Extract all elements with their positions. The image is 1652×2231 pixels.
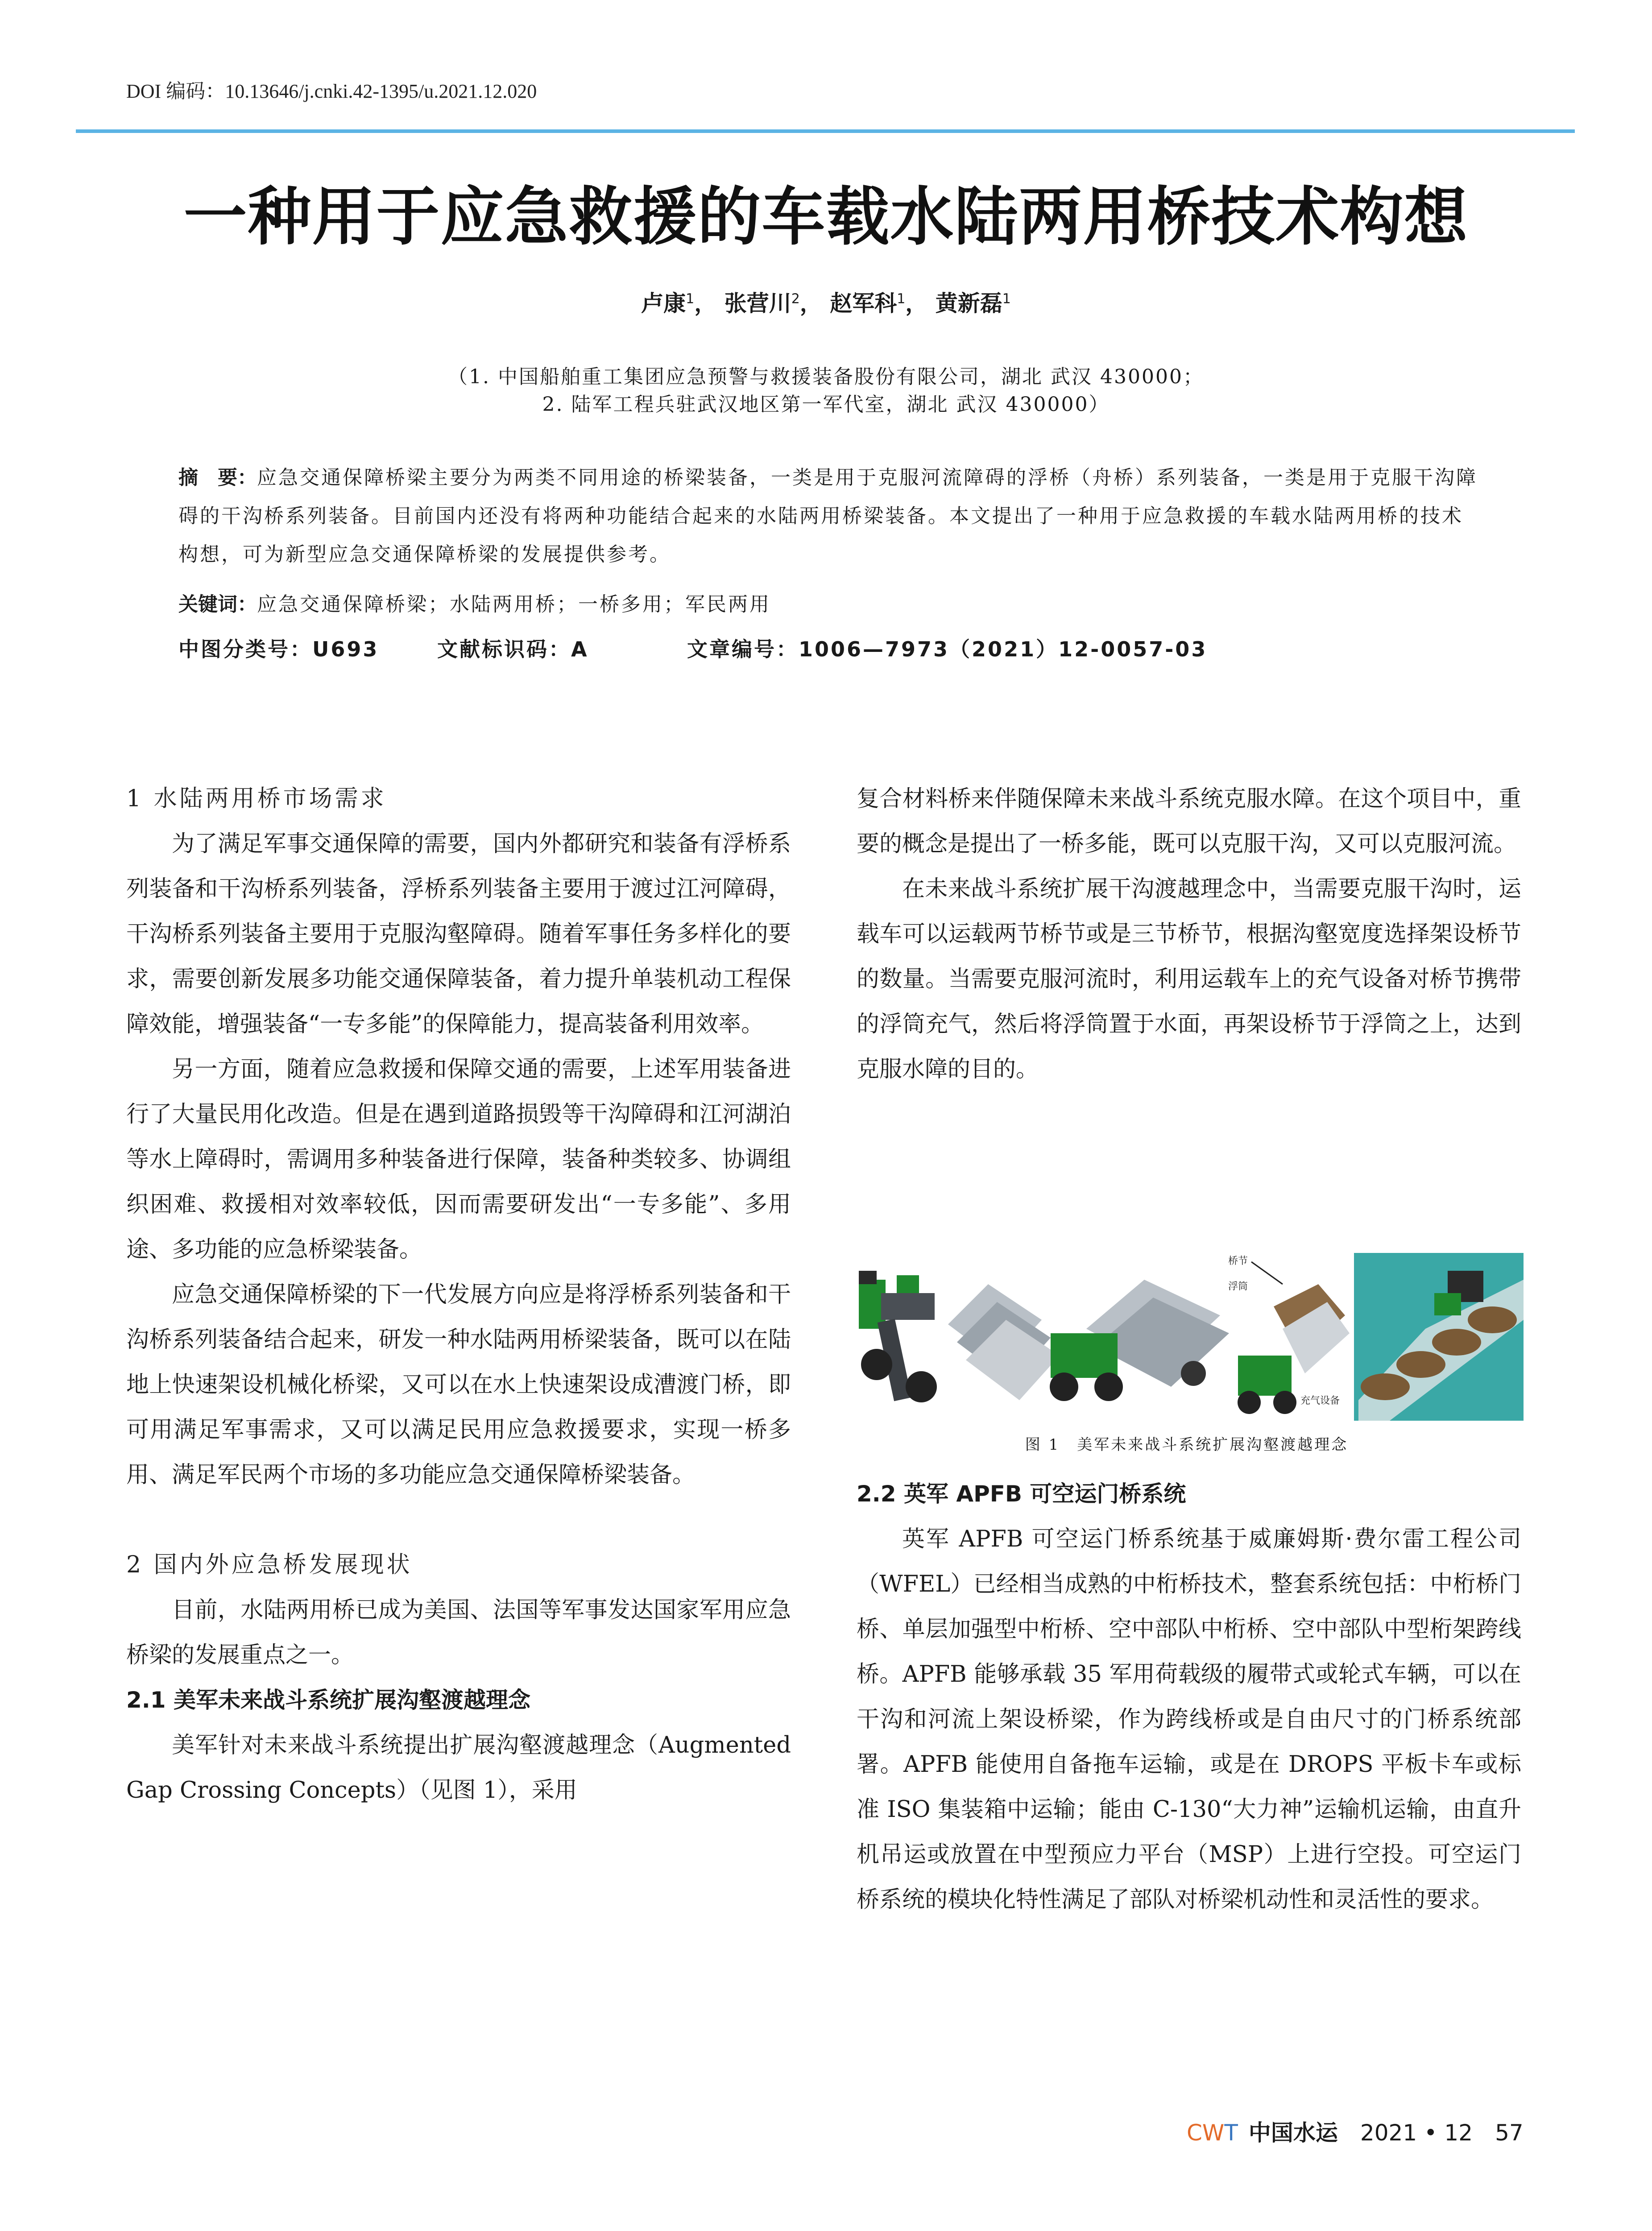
doc-code: 文献标识码：A — [437, 637, 589, 661]
paragraph: 美军针对未来战斗系统提出扩展沟壑渡越理念（Augmented Gap Crossing Concepts）（见图 1），采用 — [126, 1732, 791, 1804]
subsection-2-1-heading: 2.1 美军未来战斗系统扩展沟壑渡越理念 — [126, 1687, 530, 1713]
section-1-heading: 1 水陆两用桥市场需求 — [126, 785, 387, 812]
label-inflator: 充气设备 — [1300, 1395, 1340, 1406]
author-sup: 1 — [897, 291, 906, 307]
float-deploy-illustration — [1228, 1256, 1350, 1414]
label-bridge-section: 桥节 — [1228, 1256, 1248, 1267]
section-2-heading: 2 国内外应急桥发展现状 — [126, 1551, 413, 1578]
abstract-text: 应急交通保障桥梁主要分为两类不同用途的桥梁装备，一类是用于克服河流障碍的浮桥（舟桥）系列装备，一类是用于克服干沟障碍的干沟桥系列装备。目前国内还没有将两种功能结合起来的水陆两用桥梁装备。本文提出了一种用于应急救援的车载水陆两用桥的技术构想，可为新型应急交通保障桥梁的发展提供参考。 — [178, 466, 1478, 566]
affiliation-1: （1. 中国船舶重工集团应急预警与救援装备股份有限公司，湖北 武汉 430000； — [448, 365, 1204, 388]
keywords-label: 关键词： — [178, 593, 257, 616]
header-rule — [76, 129, 1575, 133]
subsection-2-2-heading: 2.2 英军 APFB 可空运门桥系统 — [857, 1481, 1186, 1507]
author-name: 张营川 — [724, 290, 791, 316]
paper-title: 一种用于应急救援的车载水陆两用桥技术构想 — [183, 180, 1469, 254]
author-list: 卢康$^1$， 张营川$^2$， 赵军科$^1$， 黄新磊$^1$ — [641, 290, 1011, 316]
paragraph: 在未来战斗系统扩展干沟渡越理念中，当需要克服干沟时，运载车可以运载两节桥节或是三节桥节，根据沟壑宽度选择架设桥节的数量。当需要克服河流时，利用运载车上的充气设备对桥节携带的浮筒充气，然后将浮筒置于水面，再架设桥节于浮筒之上，达到克服水障的目的。 — [857, 876, 1521, 1082]
author-name: 卢康 — [641, 290, 686, 316]
vehicle-side-illustration — [859, 1271, 937, 1402]
affiliation-2: 2. 陆军工程兵驻武汉地区第一军代室，湖北 武汉 430000） — [542, 393, 1110, 416]
journal-logo: CWT — [1187, 2120, 1238, 2146]
author-sup: 2 — [791, 291, 800, 307]
journal-issue: 2021 • 12 — [1360, 2120, 1473, 2146]
right-column-top — [857, 776, 1521, 1092]
page-number: 57 — [1495, 2120, 1524, 2146]
clc-number: 中图分类号：U693 — [178, 637, 379, 661]
figure-1-image — [854, 1253, 1524, 1421]
figure-1-caption: 图 1 美军未来战斗系统扩展沟壑渡越理念 — [1025, 1436, 1349, 1454]
doi-line: DOI 编码：10.13646/j.cnki.42-1395/u.2021.12.020 — [126, 80, 537, 102]
right-column-bottom — [857, 1472, 1521, 1922]
label-float: 浮筒 — [1228, 1281, 1248, 1292]
water-crossing-illustration — [1354, 1253, 1524, 1421]
author-sup: 1 — [686, 291, 695, 307]
keywords-text: 应急交通保障桥梁；水陆两用桥；一桥多用；军民两用 — [257, 593, 771, 616]
abstract — [178, 459, 1481, 574]
author-name: 赵军科 — [830, 290, 897, 316]
paragraph: 应急交通保障桥梁的下一代发展方向应是将浮桥系列装备和干沟桥系列装备结合起来，研发一种水陆两用桥梁装备，既可以在陆地上快速架设机械化桥梁，又可以在水上快速架设成漕渡门桥，即可用满足军事需求，又可以满足民用应急救援要求，实现一桥多用、满足军民两个市场的多功能应急交通保障桥梁装备。 — [126, 1281, 791, 1488]
abstract-label: 摘 要： — [178, 466, 257, 489]
author-sup: 1 — [1002, 291, 1011, 307]
article-number: 文章编号：1006—7973（2021）12-0057-03 — [687, 637, 1208, 661]
paragraph: 另一方面，随着应急救援和保障交通的需要，上述军用装备进行了大量民用化改造。但是在遇到道路损毁等干沟障碍和江河湖泊等水上障碍时，需调用多种装备进行保障，装备种类较多、协调组织困难、救援相对效率较低，因而需要研发出“一专多能”、多用途、多功能的应急桥梁装备。 — [126, 1056, 791, 1263]
classification-line — [178, 630, 1481, 668]
paragraph: 为了满足军事交通保障的需要，国内外都研究和装备有浮桥系列装备和干沟桥系列装备，浮桥系列装备主要用于渡过江河障碍，干沟桥系列装备主要用于克服沟壑障碍。随着军事任务多样化的要求，需要创新发展多功能交通保障装备，着力提升单装机动工程保障效能，增强装备“一专多能”的保障能力，提高装备利用效率。 — [126, 831, 791, 1037]
carrier-with-bridge-illustration — [1050, 1280, 1229, 1401]
paragraph: 目前，水陆两用桥已成为美国、法国等军事发达国家军用应急桥梁的发展重点之一。 — [126, 1597, 791, 1668]
journal-name: 中国水运 — [1248, 2119, 1338, 2146]
page-footer — [1187, 2115, 1524, 2147]
bridge-sections-illustration — [948, 1284, 1060, 1400]
left-column — [126, 776, 791, 1813]
author-name: 黄新磊 — [935, 290, 1002, 316]
paragraph: 英军 APFB 可空运门桥系统基于威廉姆斯·费尔雷工程公司（WFEL）已经相当成熟的中桁桥技术，整套系统包括：中桁桥门桥、单层加强型中桁桥、空中部队中桁桥、空中部队中型桁架跨线桥。APFB 能够承载 35 军用荷载级的履带式或轮式车辆，可以在干沟和河流上架设桥梁，作为跨线桥或是自由尺寸的门桥系统部署。APFB 能使用自备拖车运输，或是在 DROPS 平板卡车或标准 ISO 集装箱中运输；能由 C-130“大力神”运输机运输，由直升机吊运或放置在中型预应力平台（MSP）上进行空投。可空运门桥系统的模块化特性满足了部队对桥梁机动性和灵活性的要求。 — [857, 1526, 1521, 1913]
keywords — [178, 585, 1481, 624]
paragraph: 复合材料桥来伴随保障未来战斗系统克服水障。在这个项目中，重要的概念是提出了一桥多能，既可以克服干沟，又可以克服河流。 — [857, 786, 1521, 857]
